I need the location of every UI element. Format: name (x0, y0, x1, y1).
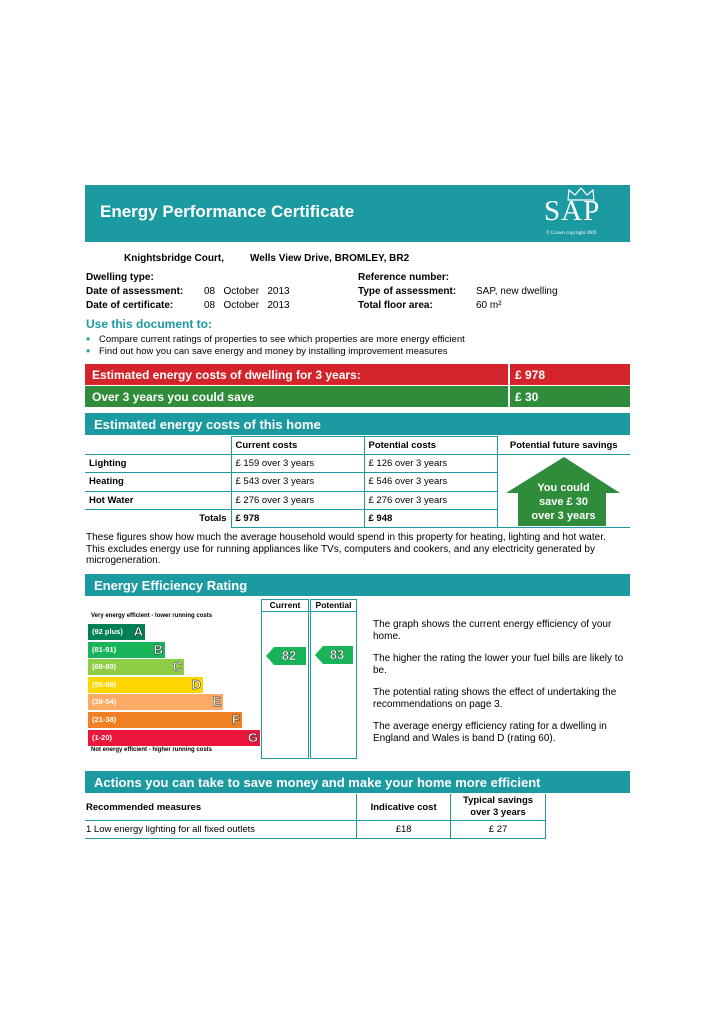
rating-section-header (85, 574, 630, 596)
rating-band-g (88, 730, 260, 746)
address-building: Knightsbridge Court, (124, 253, 224, 264)
table-row (85, 821, 546, 839)
floor-area-value: 60 m² (476, 300, 502, 311)
rating-chart (86, 599, 358, 760)
rating-band-c (88, 659, 184, 675)
band-letter: D (191, 676, 201, 692)
table-header-savings: Potential future savings (497, 437, 630, 455)
reference-label: Reference number: (358, 272, 450, 283)
estimated-cost-bar (85, 364, 630, 385)
band-range: (92 plus) (92, 627, 123, 636)
band-range: (55-68) (92, 679, 117, 689)
row-current: £ 543 over 3 years (231, 473, 364, 491)
row-name: Hot Water (85, 491, 231, 509)
use-document-list (84, 334, 465, 358)
date-assessment-value: 08 October 2013 (204, 286, 290, 297)
floor-area-label: Total floor area: (358, 300, 433, 311)
address-street: Wells View Drive, BROMLEY, BR2 (250, 253, 410, 264)
band-range: (69-80) (92, 662, 117, 672)
rating-band-f (88, 712, 242, 728)
sap-copyright: © Crown copyright 2009 (546, 231, 597, 236)
totals-current: £ 978 (231, 509, 364, 527)
table-header-current: Current costs (231, 437, 364, 455)
band-letter: A (133, 624, 143, 639)
costs-table (85, 436, 630, 528)
band-letter: E (212, 694, 221, 710)
dwelling-type-label: Dwelling type: (86, 272, 154, 283)
actions-section-header (85, 771, 630, 793)
savings-line: You could (537, 482, 590, 494)
row-name: Heating (85, 473, 231, 491)
rating-band-b (88, 642, 165, 658)
efficient-caption: Very energy efficient - lower running costs (91, 613, 213, 619)
measure-name: 1 Low energy lighting for all fixed outlets (85, 821, 357, 839)
savings-callout (498, 481, 630, 523)
band-range: (39-54) (92, 697, 117, 707)
potential-rating-value: 83 (329, 647, 345, 662)
savings-line: over 3 years (531, 510, 596, 522)
band-range: (81-91) (92, 644, 117, 654)
measures-header: Recommended measures (85, 794, 357, 821)
estimated-cost-value: £ 978 (515, 368, 546, 382)
table-header-row (85, 437, 630, 455)
rating-band-e (88, 694, 223, 710)
row-name: Lighting (85, 455, 231, 473)
table-header-potential: Potential costs (364, 437, 497, 455)
sap-logo: SAP (544, 195, 601, 227)
row-potential: £ 126 over 3 years (364, 455, 497, 473)
row-potential: £ 276 over 3 years (364, 491, 497, 509)
band-range: (21-38) (92, 715, 117, 724)
band-range: (1-20) (92, 732, 113, 742)
inefficient-caption: Not energy efficient - higher running costs (91, 747, 213, 753)
rating-text: The graph shows the current energy efficiency of your home. (373, 619, 612, 642)
totals-potential: £ 948 (364, 509, 497, 527)
assessment-type-value: SAP, new dwelling (476, 286, 558, 297)
rating-text: The higher the rating the lower your fuel bills are likely to be. (373, 653, 624, 676)
date-certificate-value: 08 October 2013 (204, 300, 290, 311)
rating-explanation (373, 619, 631, 744)
rating-band-d (88, 677, 203, 693)
savings-header: Typical savings over 3 years (451, 794, 546, 821)
rating-section-title: Energy Efficiency Rating (94, 578, 248, 593)
band-letter: F (232, 712, 240, 727)
table-header-empty (85, 437, 231, 455)
savings-line: save £ 30 (539, 496, 588, 508)
rating-band-a (88, 624, 145, 640)
band-letter: C (172, 659, 182, 675)
date-assessment-label: Date of assessment: (86, 286, 184, 297)
actions-section-title: Actions you can take to save money and make your home more efficient (94, 775, 541, 790)
rating-text: The average energy efficiency rating for a dwelling in England and Wales is band D (rating 60). (373, 721, 607, 744)
bar-divider (508, 386, 510, 407)
current-column-label: Current (269, 600, 301, 610)
row-current: £ 276 over 3 years (231, 491, 364, 509)
savings-value: £ 30 (515, 390, 539, 404)
current-rating-value: 82 (281, 648, 297, 663)
potential-column-label: Potential (315, 600, 352, 610)
table-row (85, 455, 630, 473)
costs-note: These figures show how much the average household would spend in this property for heating, lighting and hot water. This excludes energy use for running appliances like TVs, computers and cookers, and any electricity generated by microgeneration. (86, 532, 606, 567)
savings-bar (85, 386, 630, 407)
savings-cell (497, 455, 630, 528)
potential-column (310, 599, 357, 759)
estimated-cost-label: Estimated energy costs of dwelling for 3 years: (92, 368, 361, 382)
use-document-bullet: • Find out how you can save energy and money by installing improvement measures (84, 346, 465, 358)
use-document-bullet: • Compare current ratings of properties to see which properties are more energy efficient (84, 334, 465, 346)
row-current: £ 159 over 3 years (231, 455, 364, 473)
savings-label: Over 3 years you could save (92, 390, 255, 404)
cost-header: Indicative cost (357, 794, 451, 821)
table-header-row (85, 794, 546, 821)
measure-savings: £ 27 (451, 821, 546, 839)
use-document-title: Use this document to: (86, 317, 213, 331)
assessment-type-label: Type of assessment: (358, 286, 457, 297)
band-letter: B (153, 641, 163, 657)
totals-label: Totals (85, 509, 231, 527)
actions-table (85, 794, 546, 839)
costs-section-title: Estimated energy costs of this home (94, 417, 321, 432)
date-certificate-label: Date of certificate: (86, 300, 174, 311)
row-potential: £ 546 over 3 years (364, 473, 497, 491)
band-letter: G (247, 729, 258, 745)
rating-text: The potential rating shows the effect of undertaking the recommendations on page 3. (373, 687, 617, 710)
measure-cost: £18 (357, 821, 451, 839)
current-column (261, 599, 309, 759)
costs-section-header (85, 413, 630, 435)
bar-divider (508, 364, 510, 385)
page-title: Energy Performance Certificate (100, 202, 355, 221)
